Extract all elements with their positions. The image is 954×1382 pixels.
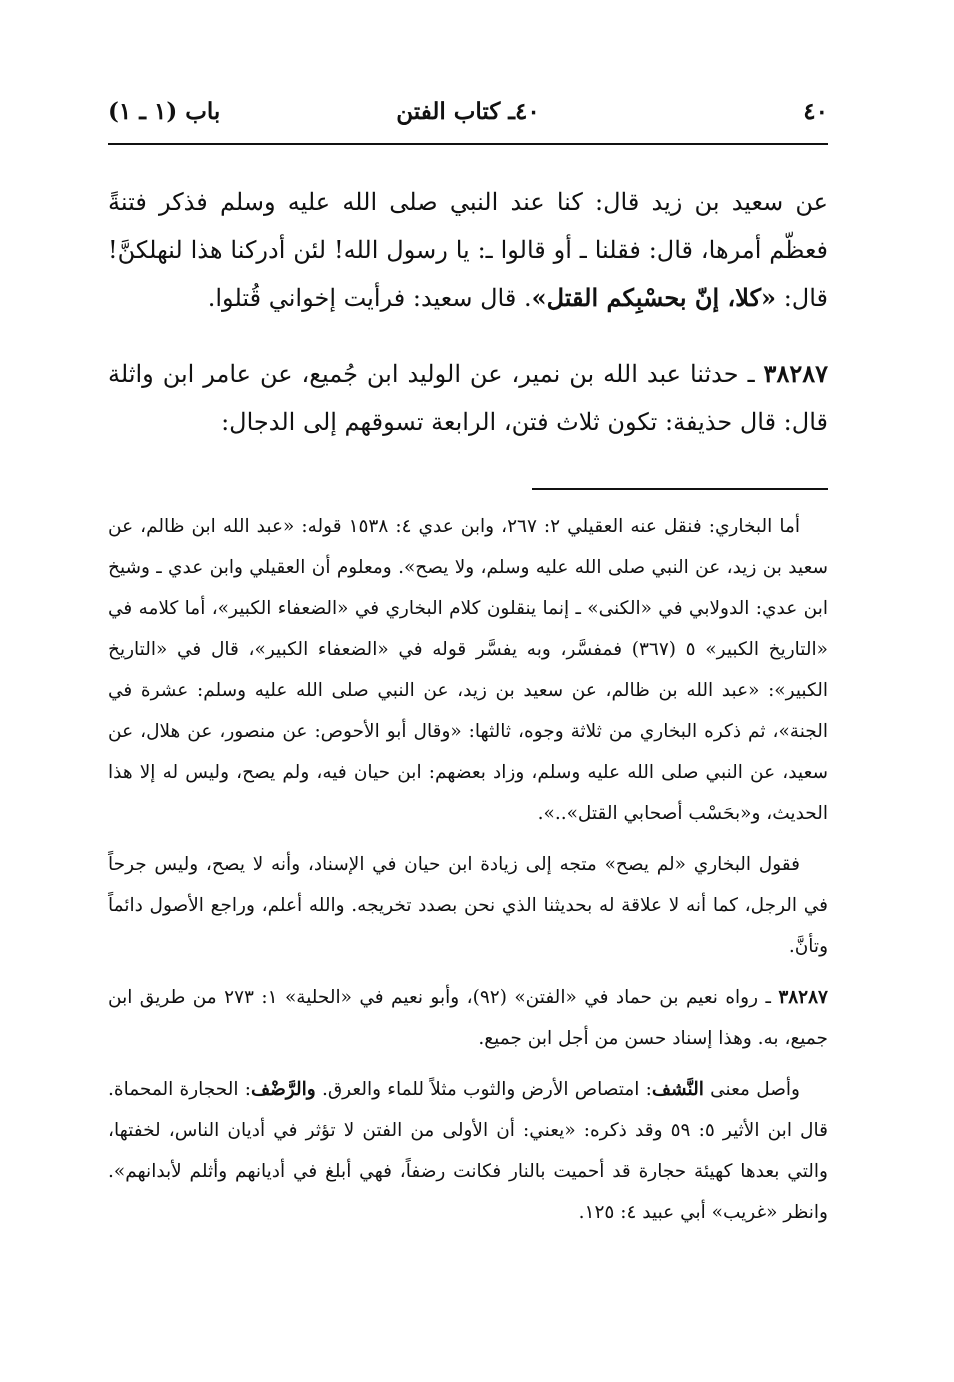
main-text [108, 178, 828, 446]
header-divider [108, 143, 828, 145]
page-number: ٤٠ [803, 98, 828, 125]
footnote-term: النَّشف [651, 1079, 704, 1100]
footnote-paragraph [108, 977, 828, 1059]
footnote-text: ـ رواه نعيم بن حماد في «الفتن» (٩٢)، وأبو نعيم في «الحلية» ١: ٢٧٣ من طريق ابن جميع، به. وهذا إسناد حسن من أجل ابن جميع. [108, 987, 828, 1049]
book-title: ٤٠ـ كتاب الفتن [396, 98, 540, 125]
chapter-reference: باب (١ ـ ١) [108, 98, 221, 125]
page-header [108, 98, 828, 138]
footnote-text: : امتصاص الأرض والثوب مثلاً للماء والعرق. [315, 1079, 652, 1100]
hadith-paragraph [108, 178, 828, 322]
hadith-text-end: . قال سعيد: فرأيت إخواني قُتلوا. [207, 284, 532, 312]
hadith-text: عن سعيد بن زيد قال: كنا عند النبي صلى الله عليه وسلم فذكر فتنةً فعظّم أمرها، قال: فقلنا ـ أو قالوا ـ: يا رسول الله! لئن أدركنا هذا لنهلكنَّ! قال: [108, 188, 828, 312]
hadith-paragraph [108, 350, 828, 446]
footnote-divider [532, 488, 828, 490]
footnote-paragraph: فقول البخاري «لم يصح» متجه إلى زيادة ابن حيان في الإسناد، وأنه لا يصح، وليس جرحاً في الرجل، كما أنه لا علاقة له بحديثنا الذي نحن بصدد تخريجه. والله أعلم، وراجع الأصول دائماً وتأنَّ. [108, 854, 828, 957]
footnote-text: وأصل معنى [703, 1079, 800, 1100]
footnote-paragraph: أما البخاري: فنقل عنه العقيلي ٢: ٢٦٧، وابن عدي ٤: ١٥٣٨ قوله: «عبد الله ابن ظالم، عن سعيد بن زيد، عن النبي صلى الله عليه وسلم، ولا يصح». ومعلوم أن العقيلي وابن عدي ـ وشيخ ابن عدي: الدولابي في «الكنى» ـ إنما ينقلون كلام البخاري في «الضعفاء الكبير»، أما كلامه في «التاريخ الكبير» ٥ (٣٦٧) فمفسَّر، وبه يفسَّر قوله في «الضعفاء الكبير»، قال في «التاريخ الكبير»: «عبد الله بن ظالم، عن سعيد بن زيد، عن النبي صلى الله عليه وسلم: عشرة في الجنة»، ثم ذكره البخاري من ثلاثة وجوه، ثالثها: «وقال أبو الأحوص: عن منصور، عن هلال، عن سعيد، عن النبي صلى الله عليه وسلم، وزاد بعضهم: ابن حيان فيه، ولم يصح، وليس له إلا هذا الحديث، و«بحَسْب أصحابي القتل»..». [108, 516, 829, 824]
footnote-number: ٣٨٢٨٧ [778, 987, 828, 1008]
hadith-number: ٣٨٢٨٧ [763, 359, 828, 388]
hadith-text: ـ حدثنا عبد الله بن نمير، عن الوليد ابن جُميع، عن عامر ابن واثلة قال: قال حذيفة: تكون ثلاث فتن، الرابعة تسوقهم إلى الدجال: [108, 360, 828, 436]
footnote-text: : الحجارة المحماة. قال ابن الأثير ٥: ٥٩ وقد ذكره: «يعني: أن الأولى من الفتن لا تؤثر في أديان الناس، لخفتها، والتي بعدها كهيئة حجارة قد أحميت بالنار فكانت رضفاً، فهي أبلغ في أديانهم وأثلم لأبدانهم». وانظر «غريب» أبي عبيد ٤: ١٢٥. [108, 1079, 828, 1223]
footnote-term: والرَّضْف [250, 1079, 316, 1100]
hadith-quote: «كلا، إنّ بحسْبِكم القتل» [531, 283, 777, 312]
footnote-paragraph [108, 1069, 828, 1233]
footnotes [108, 506, 828, 1233]
